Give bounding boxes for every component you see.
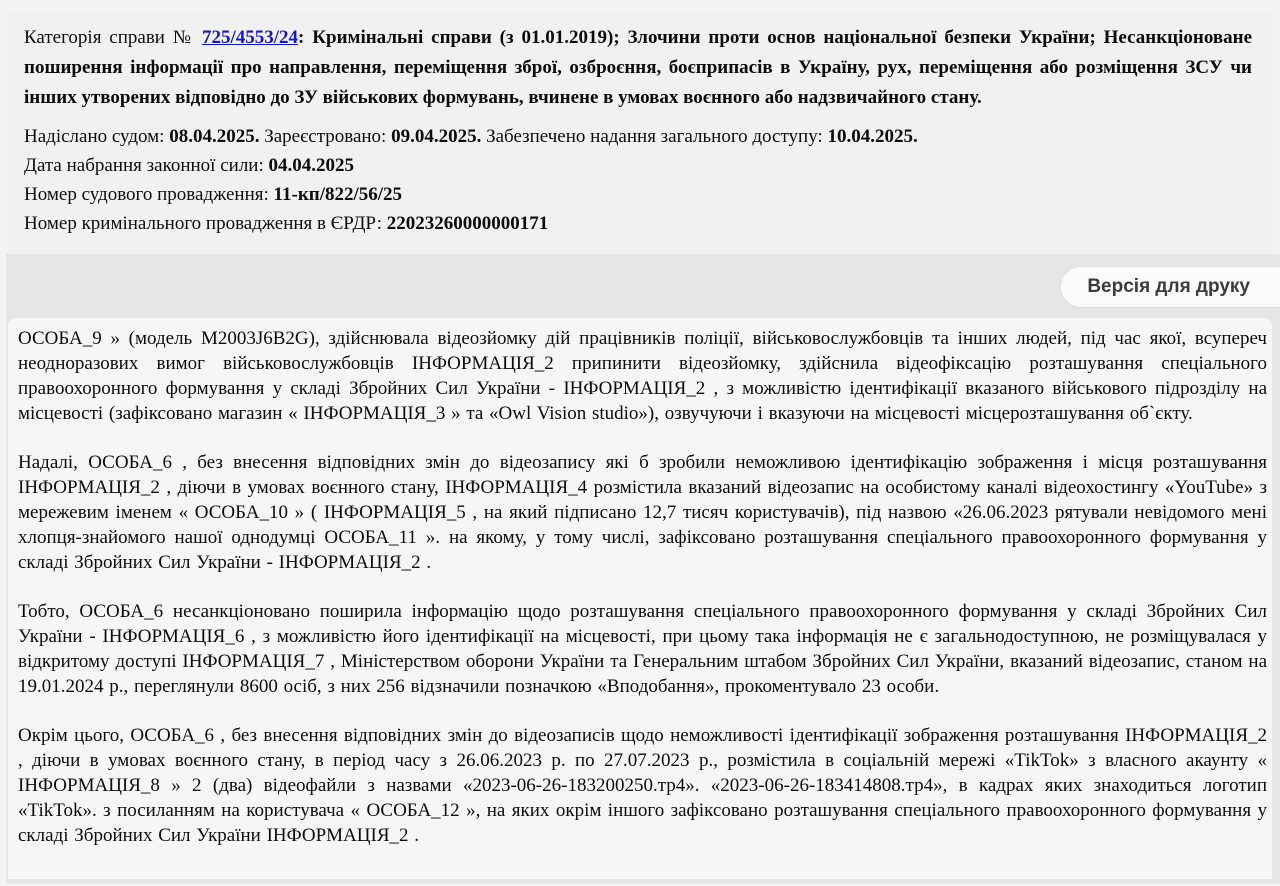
case-field: [24, 209, 1252, 238]
case-field-label: Зареєстровано:: [259, 126, 392, 147]
case-field-value: 08.04.2025.: [169, 126, 260, 147]
case-category: [24, 23, 1252, 113]
case-category-text: : Кримінальні справи (з 01.01.2019); Злочини проти основ національної безпеки України; Несанкціоноване поширення інформації про направлення, переміщення зброї, озброєння, боєприпасів в Україну, рух, переміщення або розміщення ЗСУ чи інших утворених відповідно до ЗУ військових формувань, вчинене в умовах воєнного або надзвичайного стану.: [24, 27, 1252, 108]
print-version-button[interactable]: Версія для друку: [1061, 267, 1280, 307]
case-field-label: Надіслано судом:: [24, 126, 170, 147]
case-header: [8, 10, 1272, 254]
case-category-prefix: Категорія справи №: [24, 27, 202, 48]
case-field-value: 22023260000000171: [386, 213, 549, 234]
document-paragraph: Тобто, ОСОБА_6 несанкціоновано поширила інформацію щодо розташування спеціального правоохоронного формування у складі Збройних Сил України - ІНФОРМАЦІЯ_6 , з можливістю його ідентифікації на місцевості, при цьому така інформація не є загальнодоступною, не розміщувалася у відкритому доступі ІНФОРМАЦІЯ_7 , Міністерством оборони України та Генеральним штабом Збройних Сил України, вказаний відеозапис, станом на 19.01.2024 р., переглянули 8600 осіб, з них 256 відзначили позначкою «Вподобання», прокоментувало 23 особи.: [18, 601, 1267, 697]
case-field-value: 10.04.2025.: [827, 126, 918, 147]
case-fields: [24, 122, 1252, 238]
case-field-label: Номер судового провадження:: [24, 184, 274, 205]
document-panel: [8, 318, 1272, 879]
lower-section: [6, 254, 1280, 884]
case-field: [24, 180, 1252, 209]
case-field-label: Номер кримінального провадження в ЄРДР:: [24, 213, 387, 234]
document-paragraph: ОСОБА_9 » (модель M2003J6B2G), здійснювала відеозйомку дій працівників поліції, військовослужбовців та інших людей, під час якої, всупереч неодноразових вимог військовослужбовців ІНФОРМАЦІЯ_2 припинити відеозйомку, здійснила відеофіксацію розташування спеціального правоохоронного формування у складі Збройних Сил України - ІНФОРМАЦІЯ_2 , з можливістю ідентифікації вказаного військового підрозділу на місцевості (зафіксовано магазин « ІНФОРМАЦІЯ_3 » та «Owl Vision studio»), озвучуючи і вказуючи на місцевості місцерозташування об`єкту.: [18, 328, 1267, 424]
case-field-value: 11-кп/822/56/25: [273, 184, 403, 205]
case-field-value: 09.04.2025.: [391, 126, 482, 147]
case-field-label: Забезпечено надання загального доступу:: [481, 126, 828, 147]
document-paragraph: Надалі, ОСОБА_6 , без внесення відповідних змін до відеозапису які б зробили неможливою ідентифікацію зображення і місця розташування ІНФОРМАЦІЯ_2 , діючи в умовах воєнного стану, ІНФОРМАЦІЯ_4 розмістила вказаний відеозапис на особистому каналі відеохостингу «YouTube» з мережевим іменем « ОСОБА_10 » ( ІНФОРМАЦІЯ_5 , на який підписано 12,7 тисяч користувачів), під назвою «26.06.2023 рятували невідомого мені хлопця-знайомого нашої однодумці ОСОБА_11 ». на якому, у тому числі, зафіксовано розташування спеціального правоохоронного формування у складі Збройних Сил України - ІНФОРМАЦІЯ_2 .: [18, 452, 1267, 573]
case-field-label: Дата набрання законної сили:: [24, 155, 269, 176]
case-field-value: 04.04.2025: [268, 155, 354, 176]
case-field: [24, 122, 1252, 151]
case-field: [24, 151, 1252, 180]
case-number-link[interactable]: 725/4553/24: [201, 27, 299, 48]
document-paragraph: Окрім цього, ОСОБА_6 , без внесення відповідних змін до відеозаписів щодо неможливості ідентифікації зображення розташування ІНФОРМАЦІЯ_2 , діючи в умовах воєнного стану, в період часу з 26.06.2023 р. по 27.07.2023 р., розмістила в соціальній мережі «TikTok» з власного акаунту « ІНФОРМАЦІЯ_8 » 2 (два) відеофайли з назвами «2023-06-26-183200250.тр4». «2023-06-26-183414808.тр4», в кадрах яких знаходиться логотип «TikTok». з посиланням на користувача « ОСОБА_12 », на яких окрім іншого зафіксовано розташування спеціального правоохоронного формування у складі Збройних Сил України ІНФОРМАЦІЯ_2 .: [18, 725, 1267, 846]
